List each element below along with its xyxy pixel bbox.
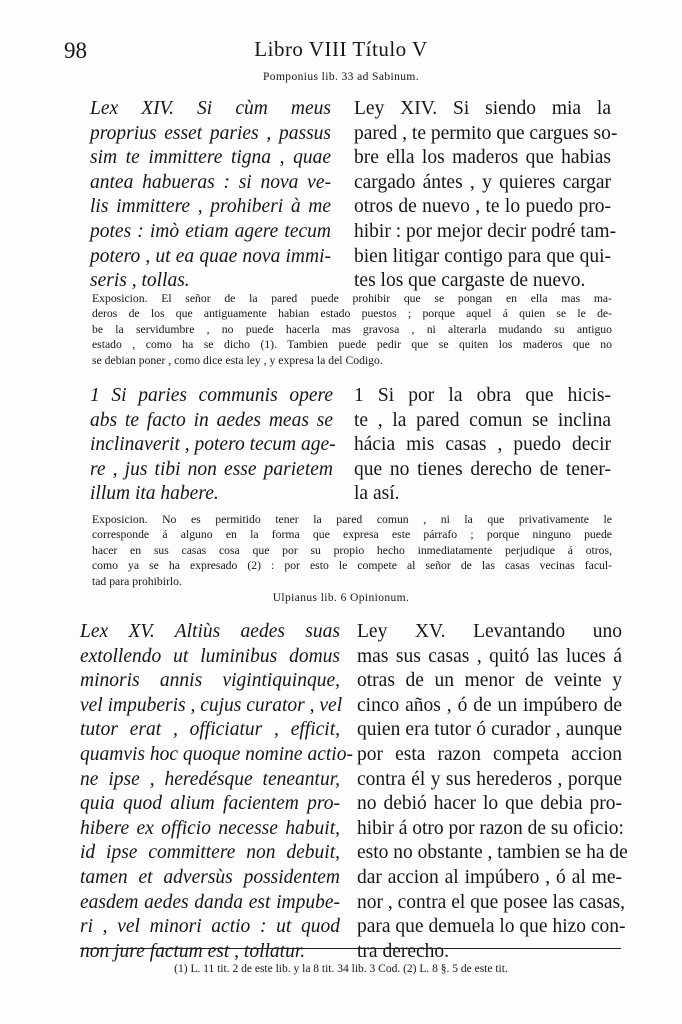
spanish-line: hibir : por mejor decir podré tam- — [354, 220, 617, 242]
latin-line: potero , ut ea quae nova immi- — [90, 245, 331, 267]
latin-line: proprius esset paries , passus — [90, 122, 331, 144]
lex-15-spanish-column — [357, 620, 628, 964]
spanish-line: otras de un menor de veinte y — [357, 670, 622, 692]
spanish-line: pared , te permito que cargues so- — [354, 122, 618, 144]
exposicion-line: Exposicion. El señor de la pared puede prohibir que se pongan en ella mas ma- — [92, 292, 612, 305]
spanish-line: esto no obstante , tambien se ha de — [357, 842, 628, 864]
footnote: (1) L. 11 tit. 2 de este lib. y la 8 tit. 34 lib. 3 Cod. (2) L. 8 §. 5 de este tit. — [174, 963, 508, 975]
latin-line: abs te facto in aedes meas se — [90, 409, 333, 431]
exposicion-line: como ya se ha expresado (2) : por esto le compete al señor de las casas vecinas facul- — [92, 559, 612, 573]
exposicion-line: deros de los que antiguamente habian estado puestos ; porque aquel á quien se le de- — [92, 307, 612, 321]
latin-line: inclinaverit , potero tecum age- — [90, 434, 336, 456]
exposicion-2 — [92, 512, 612, 589]
latin-line: hibere ex officio necesse habuit, — [80, 817, 340, 839]
latin-line: quamvis hoc quoque nomine actio- — [80, 743, 353, 765]
latin-line: tutor erat , officiatur , efficit, — [80, 719, 340, 741]
spanish-line: quien era tutor ó curador , aunque — [357, 719, 622, 741]
spanish-line: dar accion al impúbero , ó al me- — [357, 866, 622, 888]
footnote-rule — [80, 948, 621, 949]
exposicion-line: se debian poner , como dice esta ley , y expresa la del Codigo. — [92, 353, 383, 367]
lex-14-spanish-column — [354, 97, 618, 294]
spanish-line: 1 Si por la obra que hicis- — [354, 385, 611, 406]
spanish-line: hácia mis casas , puedo decir — [354, 434, 611, 456]
latin-line: 1 Si paries communis opere — [90, 385, 333, 406]
lex-15-latin-column — [80, 620, 353, 964]
spanish-line: tes los que cargaste de nuevo. — [354, 270, 586, 292]
spanish-line: nor , contra el que posee las casas, — [357, 891, 626, 913]
latin-line: id ipse committere non debuit, — [80, 842, 340, 864]
lex-14-latin-column — [90, 97, 331, 294]
spanish-line: que no tienes derecho de tener- — [354, 458, 611, 480]
spanish-line: no debió hacer lo que debia pro- — [357, 793, 622, 815]
spanish-line: bien litigar contigo para que qui- — [354, 245, 611, 267]
latin-line: quia quod alium facientem pro- — [80, 793, 340, 815]
latin-line: Lex XIV. Si cùm meus — [90, 98, 331, 119]
latin-line: antea habueras : si nova ve- — [90, 171, 331, 193]
latin-line: re , jus tibi non esse parietem — [90, 458, 333, 480]
page-number: 98 — [64, 38, 87, 63]
exposicion-line: corresponde á alguno en la forma que expresa este párrafo ; porque ninguno puede — [92, 528, 612, 542]
spanish-line: contra él y sus herederos , porque — [357, 768, 622, 790]
latin-line: seris , tollas. — [90, 270, 190, 292]
exposicion-line: be la servidumbre , no puede hacerla mas gravosa , ni alterarla mudando su antiguo — [92, 322, 612, 336]
spanish-line: otros de nuevo , te lo puedo pro- — [354, 196, 611, 218]
latin-line: ri , vel minori actio : ut quod — [80, 916, 340, 938]
latin-line: extollendo ut luminibus domus — [80, 645, 340, 667]
exposicion-1 — [92, 291, 612, 368]
spanish-line: para que demuela lo que hizo con- — [357, 916, 626, 938]
spanish-line: Ley XV. Levantando uno — [357, 621, 622, 642]
spanish-line: bre ella los maderos que habias — [354, 147, 611, 169]
latin-line: easdem aedes danda est impube- — [80, 891, 340, 913]
spanish-line: por esta razon competa accion — [357, 743, 622, 765]
exposicion-line: tad para prohibirlo. — [92, 574, 182, 588]
spanish-line: cargado ántes , y quieres cargar — [354, 171, 611, 193]
source-citation-ulpianus: Ulpianus lib. 6 Opinionum. — [272, 592, 410, 604]
latin-line: Lex XV. Altiùs aedes suas — [80, 621, 340, 642]
source-citation-pomponius: Pomponius lib. 33 ad Sabinum. — [263, 71, 419, 83]
exposicion-line: Exposicion. No es permitido tener la pared comun , ni la que privativamente le — [92, 513, 612, 526]
spanish-line: la así. — [354, 483, 400, 505]
latin-line: illum ita habere. — [90, 483, 219, 505]
latin-line: vel impuberis , cujus curator , vel — [80, 694, 343, 716]
paragraph-1-spanish-column — [354, 384, 611, 507]
latin-line: minoris annis vigintiquinque, — [80, 670, 340, 692]
exposicion-line: estado , como ha se dicho (1). Tambien puede pedir que se quiten los maderos que no — [92, 338, 612, 352]
latin-line: non jure factum est , tollatur. — [80, 940, 306, 962]
latin-line: ne ipse , heredésque teneantur, — [80, 768, 340, 790]
exposicion-line: hacer en sus casas cosa que por su propio hecho inmediatamente perjudique á otros, — [92, 543, 612, 557]
running-head: Libro VIII Título V — [254, 37, 428, 61]
spanish-line: te , la pared comun se inclina — [354, 409, 611, 431]
latin-line: lis immittere , prohiberi à me — [90, 196, 331, 218]
paragraph-1-latin-column — [90, 384, 336, 507]
latin-line: potes : imò etiam agere tecum — [90, 220, 331, 242]
spanish-line: cinco años , ó de un impúbero de — [357, 694, 622, 716]
spanish-line: mas sus casas , quitó las luces á — [357, 645, 622, 667]
spanish-line: hibir á otro por razon de su oficio: — [357, 817, 624, 839]
latin-line: tamen et adversùs possidentem — [80, 866, 340, 888]
spanish-line: Ley XIV. Si siendo mia la — [354, 98, 611, 119]
latin-line: sim te immittere tigna , quae — [90, 147, 331, 169]
spanish-line: tra derecho. — [357, 940, 450, 962]
